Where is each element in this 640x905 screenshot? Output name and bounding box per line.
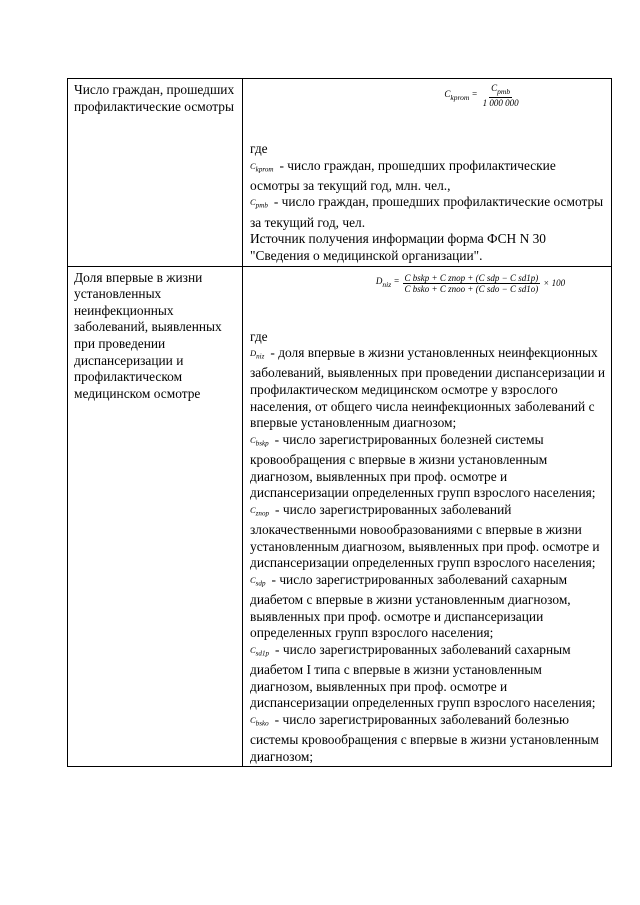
source-note: Источник получения информации форма ФСН N 30 "Сведения о медицинской организации". (250, 231, 546, 263)
formula: $D_{niz}$ = $\frac{\text{C bskp + C znop + (C sdp − C sd1p)}}{\text{C bsko + C znoo + (C sdo − C sd1o)}}$ × 100 (375, 272, 566, 294)
definition: $C_{kprom}$ - число граждан, прошедших профилактические осмотры за текущий год, млн. чел., (250, 157, 556, 193)
formula-numerator-sub: pmb (497, 86, 511, 96)
definition: $C_{sd1p}$ - число зарегистрированных заболеваний сахарным диабетом I типа с впервые в жизни установленным диагнозом, выявленных при проф. осмотре и диспансеризации определенных групп взрослого населения; (250, 641, 596, 711)
definition-text: - число зарегистрированных заболеваний болезнью системы кровообращения с впервые в жизни установленным диагнозом; (250, 712, 599, 764)
definition: $C_{bskp}$ - число зарегистрированных болезней системы кровообращения с впервые в жизни установленным диагнозом, выявленных при проф. осмотре и диспансеризации определенных групп взрослого населения; (250, 431, 596, 501)
definition: $C_{znop}$ - число зарегистрированных заболеваний злокачественными новообразованиями с впервые в жизни установленным диагнозом, выявленных при проф. осмотре и диспансеризации определенных групп взрослого населения; (250, 501, 600, 571)
where-label: где (250, 141, 268, 156)
table-row (68, 266, 612, 766)
definition: $C_{bsko}$ - число зарегистрированных заболеваний болезнью системы кровообращения с впервые в жизни установленным диагнозом; (250, 712, 599, 764)
definition-text: - число зарегистрированных болезней системы кровообращения с впервые в жизни установленным диагнозом, выявленных при проф. осмотре и диспансеризации определенных групп взрослого населения; (250, 431, 596, 501)
definition: $D_{niz}$ - доля впервые в жизни установленных неинфекционных заболеваний, выявленных при проведении диспансеризации и профилактическом медицинском осмотре у взрослого населения, от общего числа неинфекционных заболеваний с впервые установленным диагнозом; (250, 345, 605, 431)
method-cell (243, 79, 612, 267)
definition: $C_{pmb}$ - число граждан, прошедших профилактические осмотры за текущий год, чел. (250, 194, 604, 230)
definition-text: - число зарегистрированных заболеваний злокачественными новообразованиями с впервые в жизни установленным диагнозом, выявленных при проф. осмотре и диспансеризации определенных групп взрослого населения; (250, 501, 600, 571)
definition-text: - число зарегистрированных заболеваний сахарным диабетом с впервые в жизни установленным диагнозом, выявленных при проф. осмотре и диспансеризации определенных групп взрослого населения; (250, 571, 571, 641)
formula-lhs: C (444, 88, 451, 99)
formula-lhs-sub: kprom (450, 92, 470, 102)
definition-text: - число граждан, прошедших профилактические осмотры за текущий год, млн. чел., (250, 157, 556, 193)
formula: $C_{kprom}$ = $\frac{C_{pmb}}{1 000 000}$ (444, 83, 519, 108)
indicators-table (67, 78, 612, 767)
indicator-name: Число граждан, прошедших профилактические осмотры (74, 82, 235, 114)
where-label: где (250, 328, 268, 344)
definition: $C_{sdp}$ - число зарегистрированных заболеваний сахарным диабетом с впервые в жизни установленным диагнозом, выявленных при проф. осмотре и диспансеризации определенных групп взрослого населения; (250, 571, 571, 641)
definition-text: - доля впервые в жизни установленных неинфекционных заболеваний, выявленных при проведении диспансеризации и профилактическом медицинском осмотре у взрослого населения, от общего числа неинфекционных заболеваний с впервые установленным диагнозом; (250, 345, 605, 431)
formula-denominator: 1 000 000 (482, 97, 519, 108)
formula-multiplier: × 100 (543, 278, 566, 289)
method-cell (243, 266, 612, 766)
definition-text: - число граждан, прошедших профилактические осмотры за текущий год, чел. (250, 194, 604, 230)
table-row (68, 79, 612, 267)
indicator-cell (68, 266, 243, 766)
formula-numerator: C (491, 83, 498, 93)
indicator-cell (68, 79, 243, 267)
formula-lhs-sub: niz (382, 279, 392, 289)
definition-text: - число зарегистрированных заболеваний сахарным диабетом I типа с впервые в жизни установленным диагнозом, выявленных при проф. осмотре и диспансеризации определенных групп взрослого населения; (250, 641, 596, 711)
indicator-name: Доля впервые в жизни установленных неинфекционных заболеваний, выявленных при проведении диспансеризации и профилактическом медицинском осмотре (74, 269, 222, 401)
formula-numerator: C bskp + C znop + (C sdp − C sd1p) (404, 272, 539, 283)
formula-denominator: C bsko + C znoo + (C sdo − C sd1o) (404, 283, 539, 294)
formula-lhs: D (375, 276, 383, 287)
